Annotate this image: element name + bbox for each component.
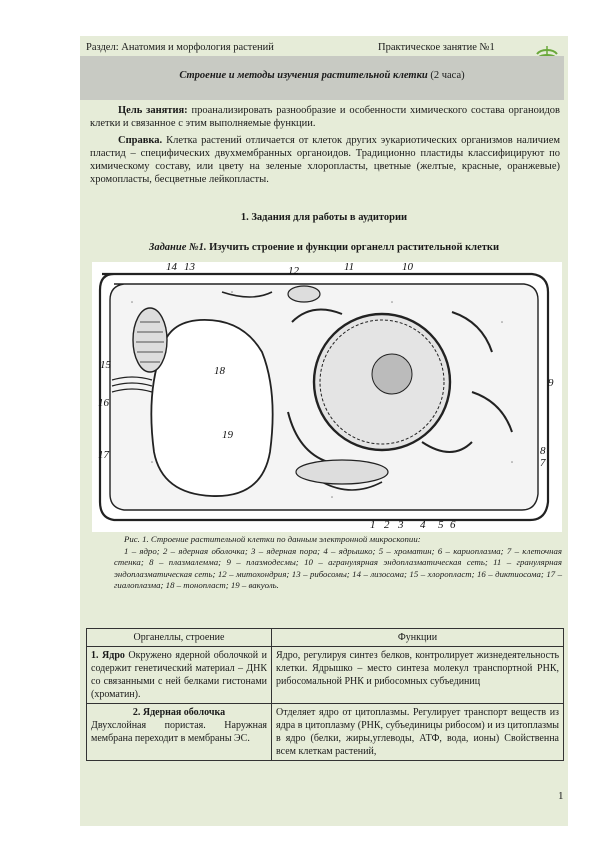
caption-legend: 1 – ядро; 2 – ядерная оболочка; 3 – ядерная пора; 4 – ядрышко; 5 – хроматин; 6 – кариоплазма; 7 – клеточная стенка; 8 – плазмалемма; 9 – плазмодесмы; 10 – агранулярная эндоплазматическая сеть; 11 – гранулярная эндоплазматическая сеть; 12 – митохондрия; 13 – рибосомы; 14 – лизосома; 15 – хлоропласт; 16 – диктиосома; 17 – гиалоплазма; 18 – тонопласт; 19 – вакуоль. xyxy=(114,545,562,591)
goal-paragraph xyxy=(90,104,560,130)
label-4: 4 xyxy=(420,519,426,531)
page-title xyxy=(80,70,564,81)
title-bar xyxy=(80,56,564,100)
table-row xyxy=(87,704,564,761)
header-functions: Функции xyxy=(272,629,564,647)
label-13: 13 xyxy=(184,262,195,273)
label-6: 6 xyxy=(450,519,456,531)
task-title xyxy=(80,242,568,253)
label-11: 11 xyxy=(344,262,355,273)
label-12: 12 xyxy=(288,265,299,277)
label-10: 10 xyxy=(402,262,413,273)
caption-title: Рис. 1. Строение растительной клетки по данным электронной микроскопии: xyxy=(124,534,421,544)
section-label: Раздел: Анатомия и морфология растений xyxy=(86,42,274,53)
label-3: 3 xyxy=(398,519,404,531)
label-15: 15 xyxy=(100,359,111,371)
organelle-cell xyxy=(87,704,272,761)
title-main: Строение и методы изучения растительной клетки xyxy=(179,70,428,81)
label-5: 5 xyxy=(438,519,444,531)
organelle-table xyxy=(86,628,564,761)
reference-text: Клетка растений отличается от клеток других эукариотических организмов наличием пластид – специфических двухмембранных органоидов. Традиционно пластиды классифицируют по химическому составу, или цвету на зеленые хлоропласты, цветные (желтые, красные, оранжевые) хромопласты, бесцветные лейкопласты. xyxy=(90,135,560,185)
title-hours: (2 часа) xyxy=(430,70,465,81)
organelle-cell xyxy=(87,647,272,704)
header-organelles: Органеллы, строение xyxy=(87,629,272,647)
section-title: 1. Задания для работы в аудитории xyxy=(240,212,408,223)
table-header-row xyxy=(87,629,564,647)
organelle-name: 1. Ядро xyxy=(91,650,125,661)
label-2: 2 xyxy=(384,519,390,531)
table-row xyxy=(87,647,564,704)
page-number: 1 xyxy=(558,790,564,802)
label-7: 7 xyxy=(540,457,546,469)
label-14: 14 xyxy=(166,262,177,273)
organelle-name: 2. Ядерная оболочка xyxy=(132,707,226,718)
goal-text: проанализировать разнообразие и особенности химического состава органоидов клетки и связанное с этим выполняемые функции. xyxy=(90,105,561,129)
organelle-structure: Двухслойная пористая. Наружная мембрана переходит в мембраны ЭС. xyxy=(91,720,267,744)
label-16: 16 xyxy=(98,397,109,409)
function-cell: Ядро, регулируя синтез белков, контролирует жизнедеятельность клетки. Ядрышко – место синтеза молекул транспортной РНК, рибосомальной РНК и рибосомных субъединиц xyxy=(272,647,564,704)
cell-diagram xyxy=(92,262,562,532)
goal-label: Цель занятия: xyxy=(118,105,188,116)
label-8: 8 xyxy=(540,445,546,457)
practical-label: Практическое занятие №1 xyxy=(378,42,495,53)
label-1: 1 xyxy=(370,519,376,531)
reference-label: Справка. xyxy=(118,135,163,146)
task-label: Задание №1. xyxy=(148,242,207,253)
reference-paragraph xyxy=(90,134,560,186)
function-cell: Отделяет ядро от цитоплазмы. Регулирует транспорт веществ из ядра в цитоплазму (РНК, субъединицы рибосом) и из цитоплазмы в ядро (белки, жиры,углеводы, АТФ, вода, ионы) Свойственна всем клеткам растений, xyxy=(272,704,564,761)
label-18: 18 xyxy=(214,365,225,377)
label-9: 9 xyxy=(548,377,554,389)
task-text: Изучить строение и функции органелл растительной клетки xyxy=(206,242,499,253)
organelle-structure: Окружено ядерной оболочкой и содержит генетический материал – ДНК со связанными с ней белками гистонами (хроматин). xyxy=(91,650,268,700)
label-17: 17 xyxy=(98,449,109,461)
figure-caption xyxy=(114,534,562,592)
label-19: 19 xyxy=(222,429,233,441)
